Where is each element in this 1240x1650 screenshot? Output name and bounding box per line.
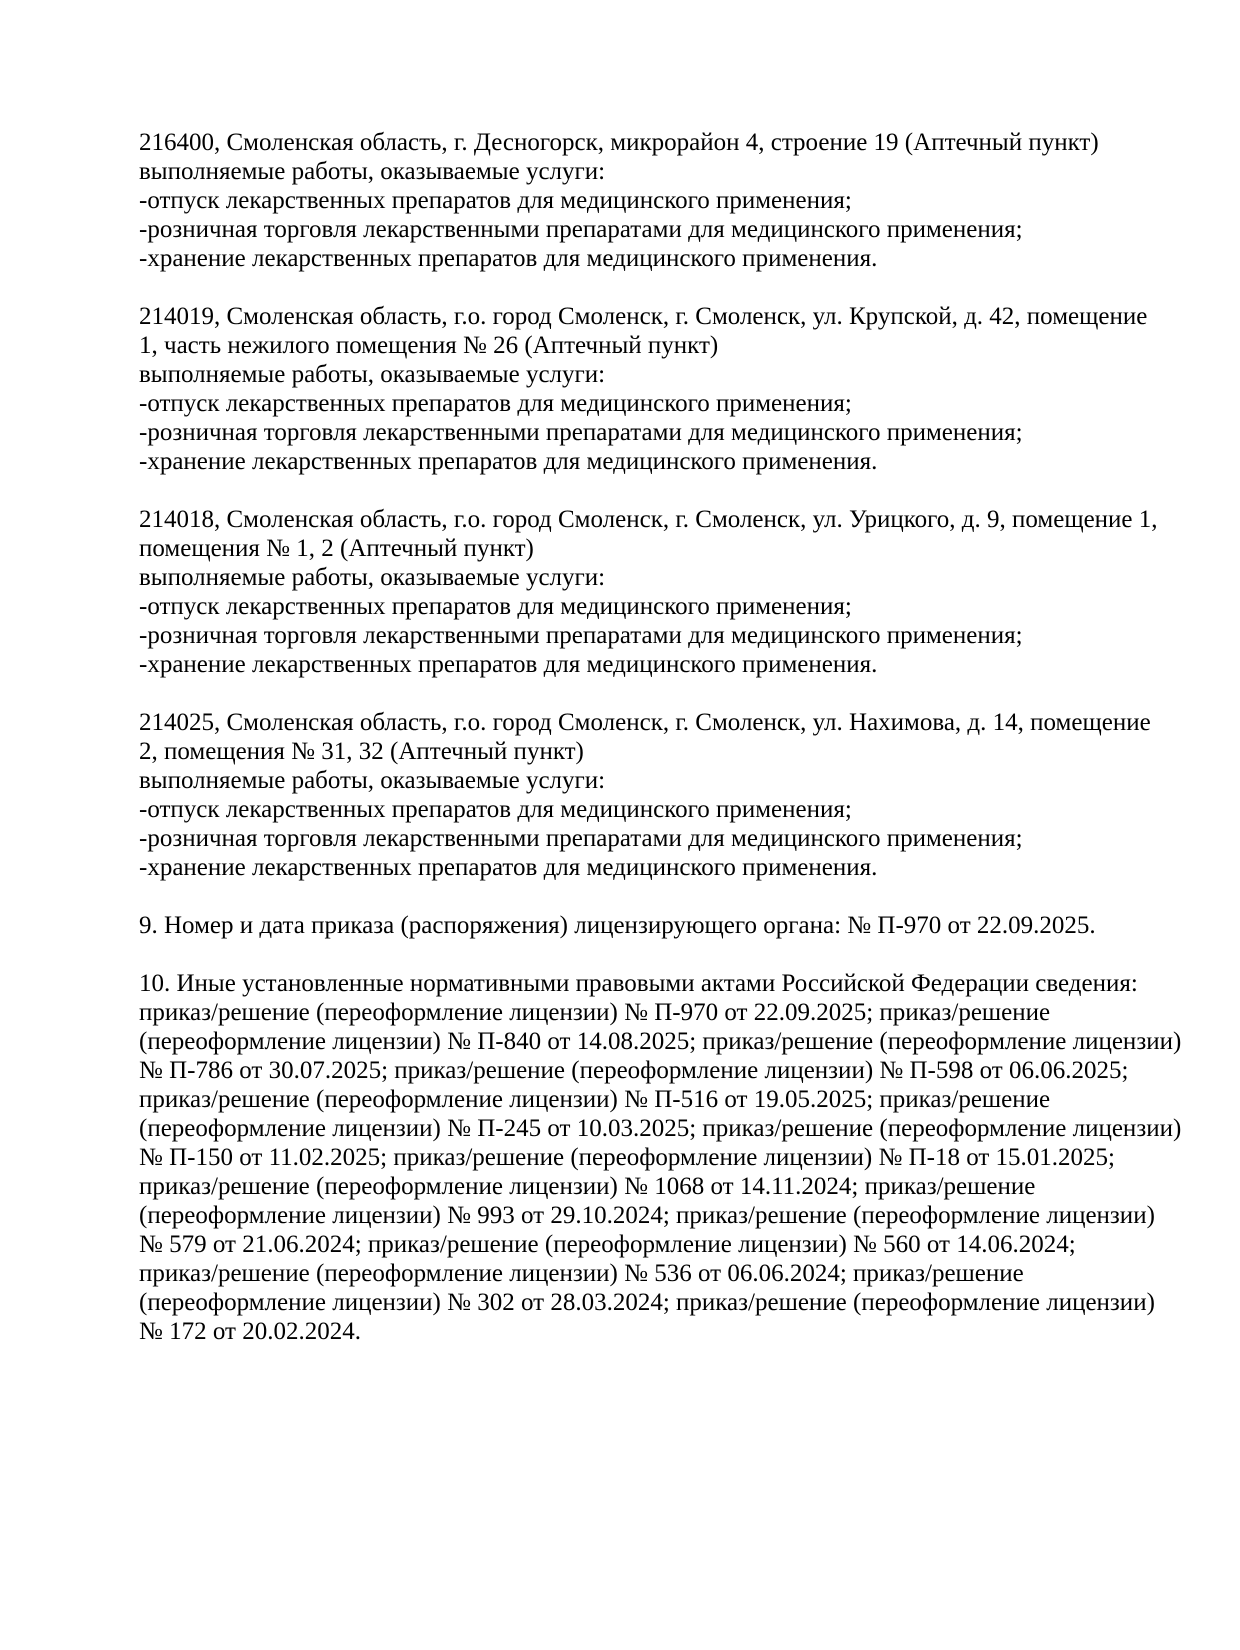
text-line: выполняемые работы, оказываемые услуги: (139, 361, 606, 388)
text-line: -хранение лекарственных препаратов для медицинского применения. (139, 854, 878, 881)
text-line: 2, помещения № 31, 32 (Аптечный пункт) (139, 738, 584, 765)
paragraph-item-10-other-information (139, 969, 1199, 1346)
text-line: -хранение лекарственных препаратов для медицинского применения. (139, 651, 878, 678)
text-line: выполняемые работы, оказываемые услуги: (139, 158, 606, 185)
paragraph-location-214018 (139, 505, 1199, 679)
text-line: -розничная торговля лекарственными препаратами для медицинского применения; (139, 825, 1023, 852)
text-line: (переоформление лицензии) № 993 от 29.10.2024; приказ/решение (переоформление лицензии) (139, 1202, 1155, 1229)
text-line: -отпуск лекарственных препаратов для медицинского применения; (139, 187, 852, 214)
text-line: -хранение лекарственных препаратов для медицинского применения. (139, 448, 878, 475)
text-line: -розничная торговля лекарственными препаратами для медицинского применения; (139, 622, 1023, 649)
text-line: (переоформление лицензии) № 302 от 28.03.2024; приказ/решение (переоформление лицензии) (139, 1289, 1155, 1316)
text-line: 214025, Смоленская область, г.о. город Смоленск, г. Смоленск, ул. Нахимова, д. 14, помещение (139, 709, 1151, 736)
text-line: приказ/решение (переоформление лицензии) № 1068 от 14.11.2024; приказ/решение (139, 1173, 1036, 1200)
text-line: выполняемые работы, оказываемые услуги: (139, 767, 606, 794)
document-body (139, 128, 1199, 1375)
paragraph-location-214019 (139, 302, 1199, 476)
text-line: помещения № 1, 2 (Аптечный пункт) (139, 535, 534, 562)
text-line: приказ/решение (переоформление лицензии) № П-516 от 19.05.2025; приказ/решение (139, 1086, 1051, 1113)
text-line: № П-150 от 11.02.2025; приказ/решение (переоформление лицензии) № П-18 от 15.01.2025; (139, 1144, 1115, 1171)
text-line: -отпуск лекарственных препаратов для медицинского применения; (139, 796, 852, 823)
text-line: выполняемые работы, оказываемые услуги: (139, 564, 606, 591)
text-line: приказ/решение (переоформление лицензии) № 536 от 06.06.2024; приказ/решение (139, 1260, 1024, 1287)
text-line: № 172 от 20.02.2024. (139, 1318, 361, 1345)
text-line: -розничная торговля лекарственными препаратами для медицинского применения; (139, 419, 1023, 446)
text-line: -отпуск лекарственных препаратов для медицинского применения; (139, 390, 852, 417)
text-line: 9. Номер и дата приказа (распоряжения) лицензирующего органа: № П-970 от 22.09.2025. (139, 912, 1096, 939)
text-line: (переоформление лицензии) № П-245 от 10.03.2025; приказ/решение (переоформление лицензии) (139, 1115, 1182, 1142)
text-line: 10. Иные установленные нормативными правовыми актами Российской Федерации сведения: (139, 970, 1138, 997)
text-line: приказ/решение (переоформление лицензии) № П-970 от 22.09.2025; приказ/решение (139, 999, 1051, 1026)
text-line: -хранение лекарственных препаратов для медицинского применения. (139, 245, 878, 272)
paragraph-item-9-order-number (139, 911, 1199, 940)
text-line: 214018, Смоленская область, г.о. город Смоленск, г. Смоленск, ул. Урицкого, д. 9, помещение 1, (139, 506, 1158, 533)
text-line: 216400, Смоленская область, г. Десногорск, микрорайон 4, строение 19 (Аптечный пункт) (139, 129, 1099, 156)
text-line: (переоформление лицензии) № П-840 от 14.08.2025; приказ/решение (переоформление лицензии) (139, 1028, 1182, 1055)
paragraph-location-214025 (139, 708, 1199, 882)
text-line: -отпуск лекарственных препаратов для медицинского применения; (139, 593, 852, 620)
text-line: -розничная торговля лекарственными препаратами для медицинского применения; (139, 216, 1023, 243)
text-line: 214019, Смоленская область, г.о. город Смоленск, г. Смоленск, ул. Крупской, д. 42, помещение (139, 303, 1148, 330)
text-line: № П-786 от 30.07.2025; приказ/решение (переоформление лицензии) № П-598 от 06.06.2025; (139, 1057, 1129, 1084)
paragraph-location-216400 (139, 128, 1199, 273)
text-line: № 579 от 21.06.2024; приказ/решение (переоформление лицензии) № 560 от 14.06.2024; (139, 1231, 1076, 1258)
text-line: 1, часть нежилого помещения № 26 (Аптечный пункт) (139, 332, 719, 359)
